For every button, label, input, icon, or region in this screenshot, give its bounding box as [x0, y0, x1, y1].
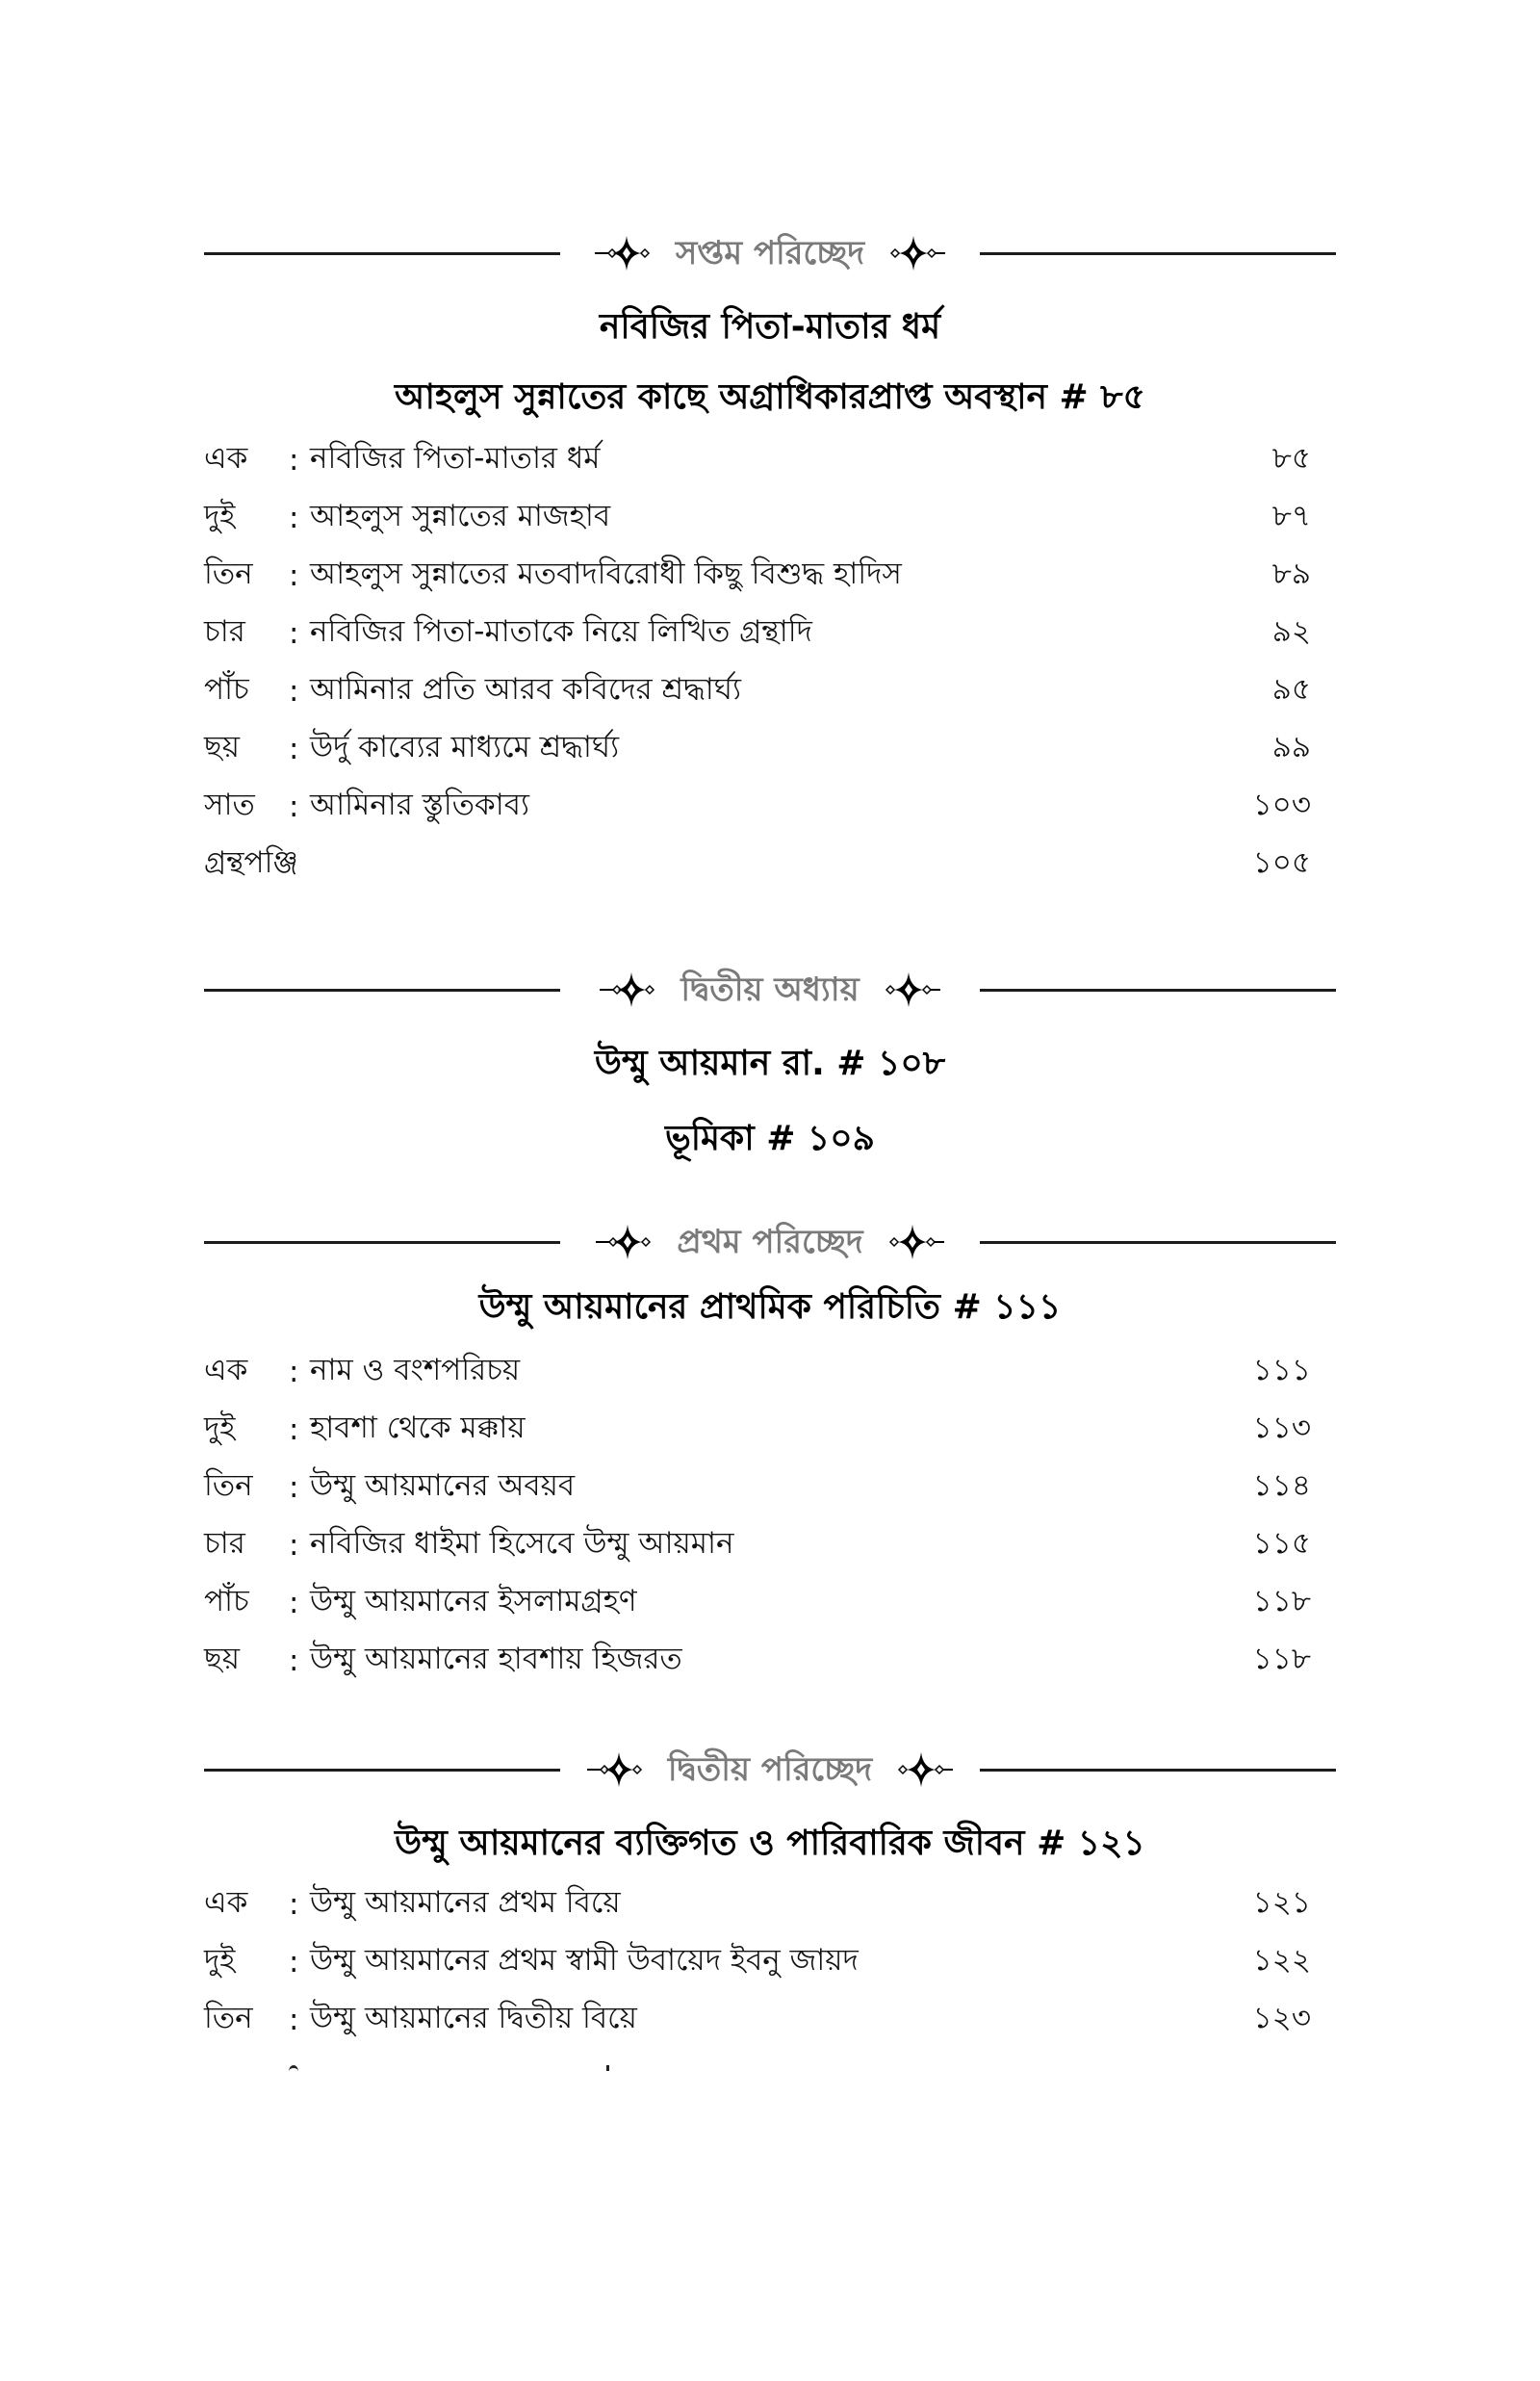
- diamond-star-ornament-icon: [889, 1741, 953, 1799]
- entry-separator: :: [289, 1887, 299, 1922]
- toc-entry[interactable]: [204, 1579, 1311, 1627]
- entry-separator: :: [289, 1470, 299, 1505]
- entry-separator: :: [289, 1528, 299, 1563]
- entry-number: তিন: [204, 1468, 253, 1503]
- entry-title: উম্মু আয়মানের ইসলামগ্রহণ: [310, 1584, 637, 1618]
- entry-separator: :: [289, 1412, 299, 1447]
- diamond-star-ornament-icon: [877, 961, 940, 1019]
- divider-rule-right: [980, 1241, 1336, 1244]
- entry-separator: :: [289, 558, 299, 593]
- diamond-star-ornament-icon: [882, 224, 945, 282]
- entry-number: পাঁচ: [204, 1584, 249, 1618]
- toc-entry[interactable]: [204, 667, 1311, 715]
- entry-number: এক: [204, 1353, 248, 1387]
- entry-page-number: ১০৫: [1252, 845, 1311, 880]
- entry-title: আহলুস সুন্নাতের মতবাদবিরোধী কিছু বিশুদ্ধ হাদিস: [310, 556, 902, 591]
- cut-off-next-entry: [289, 2065, 1155, 2079]
- entry-title: আমিনার স্তুতিকাব্য: [310, 788, 529, 822]
- entry-title: আমিনার প্রতি আরব কবিদের শ্রদ্ধার্ঘ্য: [310, 672, 741, 707]
- divider-label: প্রথম পরিচ্ছেদ: [677, 1223, 863, 1261]
- entry-page-number: ১২২: [1252, 1943, 1311, 1978]
- entry-separator: :: [289, 443, 299, 478]
- entry-title: নাম ও বংশপরিচয়: [310, 1353, 521, 1387]
- divider-dwitiya-adhyay: [204, 961, 1336, 1019]
- toc-entry[interactable]: [204, 725, 1311, 773]
- toc-entry[interactable]: [204, 1637, 1311, 1685]
- divider-prothom-paricched: [204, 1213, 1336, 1271]
- entry-page-number: ১১৩: [1252, 1410, 1311, 1445]
- entry-title: গ্রন্থপঞ্জি: [204, 845, 298, 880]
- entry-page-number: ৮৫: [1271, 441, 1311, 476]
- entry-number: সাত: [204, 788, 255, 822]
- section-title: নবিজির পিতা-মাতার ধর্ম: [599, 307, 941, 347]
- divider-rule-left: [204, 989, 560, 992]
- entry-title: উম্মু আয়মানের প্রথম বিয়ে: [310, 1885, 621, 1920]
- chapter-intro: ভূমিকা # ১০৯: [664, 1119, 876, 1158]
- toc-entry[interactable]: [204, 1406, 1311, 1454]
- entry-number: চার: [204, 1526, 245, 1561]
- entry-page-number: ৮৭: [1271, 499, 1311, 533]
- section-title: উম্মু আয়মানের প্রাথমিক পরিচিতি # ১১১: [478, 1287, 1062, 1327]
- toc-entry[interactable]: [204, 1996, 1311, 2044]
- entry-page-number: ১১৫: [1252, 1526, 1311, 1561]
- entry-number: তিন: [204, 556, 253, 591]
- toc-entry[interactable]: [204, 1880, 1311, 1928]
- entry-separator: :: [289, 1586, 299, 1620]
- entry-number: ছয়: [204, 1642, 241, 1676]
- entry-separator: :: [289, 1643, 299, 1678]
- toc-entry[interactable]: [204, 783, 1311, 831]
- toc-entry-bibliography[interactable]: [204, 841, 1311, 889]
- entry-title: নবিজির ধাইমা হিসেবে উম্মু আয়মান: [310, 1526, 734, 1561]
- entry-page-number: ৯৯: [1271, 730, 1311, 764]
- entry-title: উম্মু আয়মানের অবয়ব: [310, 1468, 576, 1503]
- entry-title: উম্মু আয়মানের দ্বিতীয় বিয়ে: [310, 2001, 637, 2035]
- entry-title: নবিজির পিতা-মাতাকে নিয়ে লিখিত গ্রন্থাদি: [310, 614, 812, 649]
- entry-number: এক: [204, 1885, 248, 1920]
- entry-number: চার: [204, 614, 245, 649]
- entry-page-number: ৯২: [1271, 614, 1311, 649]
- entry-title: উম্মু আয়মানের হাবশায় হিজরত: [310, 1642, 682, 1676]
- divider-label: সপ্তম পরিচ্ছেদ: [675, 234, 865, 272]
- diamond-star-ornament-icon: [881, 1213, 944, 1271]
- entry-separator: :: [289, 732, 299, 766]
- entry-title: নবিজির পিতা-মাতার ধর্ম: [310, 441, 601, 476]
- entry-page-number: ৮৯: [1271, 556, 1311, 591]
- divider-rule-left: [204, 1769, 560, 1772]
- entry-number: দুই: [204, 1943, 236, 1978]
- entry-title: হাবশা থেকে মক্কায়: [310, 1410, 526, 1445]
- toc-entry[interactable]: [204, 1348, 1311, 1396]
- entry-page-number: ১১৪: [1252, 1468, 1311, 1503]
- diamond-star-ornament-icon: [600, 961, 663, 1019]
- diamond-star-ornament-icon: [587, 1741, 651, 1799]
- entry-page-number: ১১১: [1252, 1353, 1311, 1387]
- divider-rule-right: [980, 252, 1336, 255]
- entry-title: উর্দু কাব্যের মাধ্যমে শ্রদ্ধার্ঘ্য: [310, 730, 620, 764]
- divider-rule-right: [980, 1769, 1336, 1772]
- section-title: উম্মু আয়মানের ব্যক্তিগত ও পারিবারিক জীবন # ১২১: [395, 1824, 1145, 1863]
- entry-separator: :: [289, 1355, 299, 1389]
- entry-separator: :: [289, 616, 299, 651]
- chapter-title: উম্মু আয়মান রা. # ১০৮: [594, 1044, 946, 1083]
- toc-entry[interactable]: [204, 1521, 1311, 1569]
- divider-rule-left: [204, 252, 560, 255]
- entry-page-number: ৯৫: [1271, 672, 1311, 707]
- section-subtitle: আহলুস সুন্নাতের কাছে অগ্রাধিকারপ্রাপ্ত অবস্থান # ৮৫: [395, 377, 1145, 417]
- entry-separator: :: [289, 501, 299, 535]
- toc-entry[interactable]: [204, 1938, 1311, 1986]
- entry-page-number: ১২১: [1252, 1885, 1311, 1920]
- entry-number: পাঁচ: [204, 672, 249, 707]
- entry-number: ছয়: [204, 730, 241, 764]
- entry-page-number: ১১৮: [1252, 1584, 1311, 1618]
- entry-page-number: ১১৮: [1252, 1642, 1311, 1676]
- divider-rule-left: [204, 1241, 560, 1244]
- entry-title: উম্মু আয়মানের প্রথম স্বামী উবায়েদ ইবনু জায়দ: [310, 1943, 859, 1978]
- entry-page-number: ১০৩: [1252, 788, 1311, 822]
- entry-separator: :: [289, 1945, 299, 1980]
- toc-entry[interactable]: [204, 1463, 1311, 1512]
- divider-label: দ্বিতীয় অধ্যায়: [680, 971, 860, 1009]
- toc-entry[interactable]: [204, 494, 1311, 542]
- entry-number: দুই: [204, 1410, 236, 1445]
- diamond-star-ornament-icon: [596, 1213, 659, 1271]
- entry-page-number: ১২৩: [1252, 2001, 1311, 2035]
- toc-entry[interactable]: [204, 436, 1311, 484]
- divider-rule-right: [980, 989, 1336, 992]
- divider-label: দ্বিতীয় পরিচ্ছেদ: [667, 1750, 873, 1789]
- entry-number: তিন: [204, 2001, 253, 2035]
- divider-dwitiya-paricched: [204, 1741, 1336, 1799]
- entry-separator: :: [289, 2003, 299, 2037]
- entry-separator: :: [289, 789, 299, 824]
- entry-title: আহলুস সুন্নাতের মাজহাব: [310, 499, 611, 533]
- toc-entry[interactable]: [204, 552, 1311, 600]
- entry-number: এক: [204, 441, 248, 476]
- entry-number: দুই: [204, 499, 236, 533]
- entry-separator: :: [289, 674, 299, 709]
- diamond-star-ornament-icon: [595, 224, 658, 282]
- divider-saptam-paricched: [204, 224, 1336, 282]
- toc-entry[interactable]: [204, 609, 1311, 658]
